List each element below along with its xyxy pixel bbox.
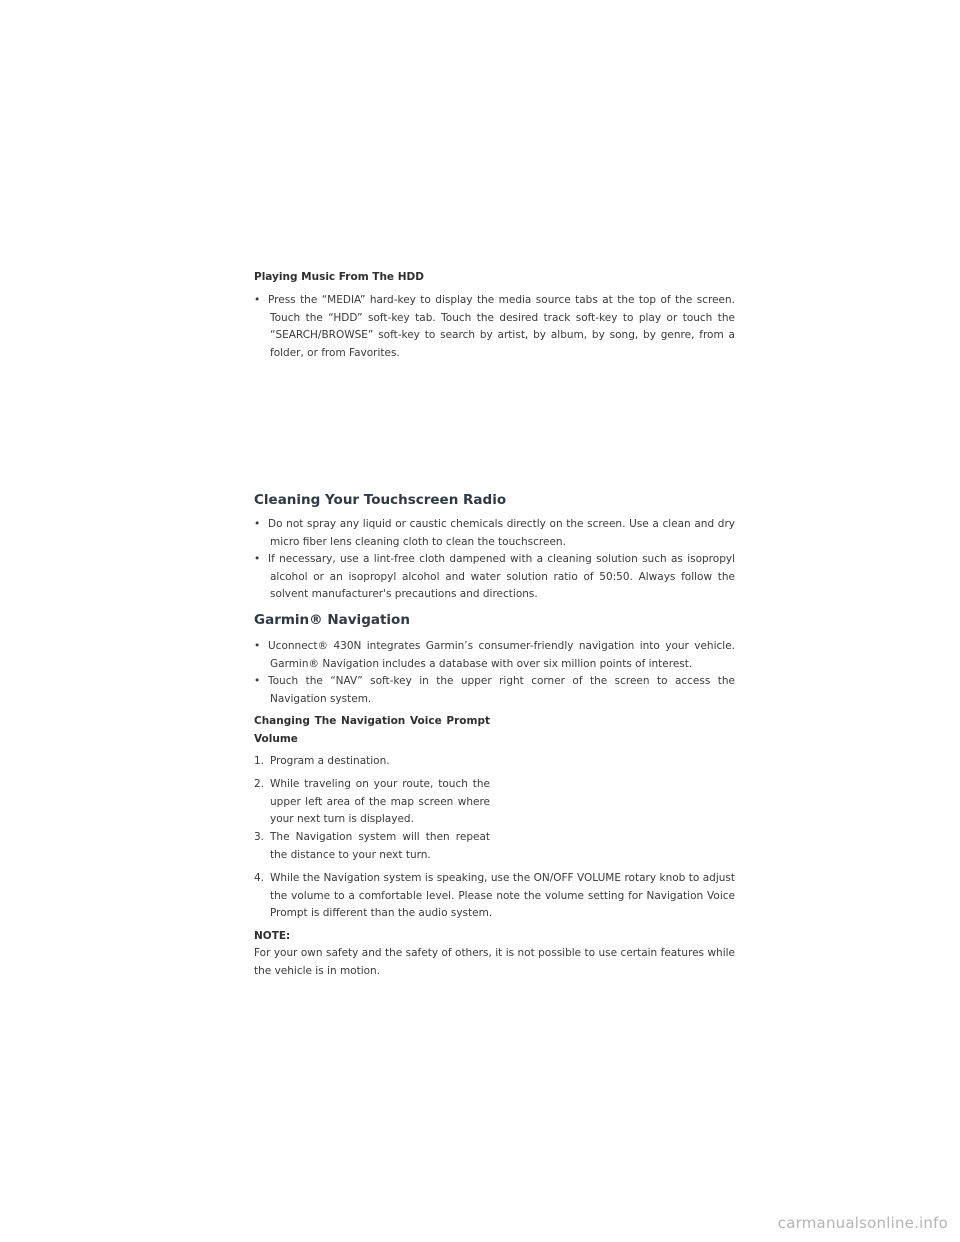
step-number: 2.: [254, 778, 265, 790]
section-title-garmin-navigation: Garmin® Navigation: [254, 612, 410, 628]
note-text: For your own safety and the safety of others, it is not possible to use certain features while the vehicle is in motion.: [254, 947, 735, 977]
bullet-media-hdd: [254, 292, 735, 362]
step-number: 4.: [254, 872, 265, 884]
subhead-voice-prompt-line1: Changing The Navigation Voice Prompt: [254, 715, 490, 727]
bullet-uconnect-garmin: [254, 638, 735, 673]
bullet-dot: •: [254, 640, 261, 652]
step-3: [254, 829, 490, 864]
step-text: While traveling on your route, touch the upper left area of the map screen where your next turn is displayed.: [270, 778, 490, 825]
step-number: 1.: [254, 755, 265, 767]
subhead-playing-music-hdd: Playing Music From The HDD: [254, 271, 424, 283]
subhead-voice-prompt-line2: Volume: [254, 733, 298, 745]
bullet-lint-free-cloth: [254, 551, 735, 604]
step-2: [254, 776, 490, 829]
note-label: NOTE:: [254, 930, 291, 942]
watermark-text: carmanualsonline.info: [777, 1214, 948, 1232]
step-1: [254, 753, 490, 771]
step-text: Program a destination.: [270, 755, 390, 767]
step-4: [254, 870, 735, 923]
bullet-text: Do not spray any liquid or caustic chemicals directly on the screen. Use a clean and dry micro fiber lens cleaning cloth to clean the touchscreen.: [268, 518, 735, 548]
step-text: The Navigation system will then repeat the distance to your next turn.: [270, 831, 490, 861]
bullet-no-spray: [254, 516, 735, 551]
section-title-cleaning: Cleaning Your Touchscreen Radio: [254, 492, 507, 508]
bullet-text: If necessary, use a lint-free cloth dampened with a cleaning solution such as isopropyl alcohol or an isopropyl alcohol and water solution ratio of 50:50. Always follow the solvent manufacturer's precautions and directions.: [268, 553, 735, 600]
bullet-text: Touch the “NAV” soft-key in the upper right corner of the screen to access the Navigation system.: [268, 675, 735, 705]
step-number: 3.: [254, 831, 265, 843]
bullet-nav-softkey: [254, 673, 735, 708]
step-text: While the Navigation system is speaking, use the ON/OFF VOLUME rotary knob to adjust the volume to a comfortable level. Please note the volume setting for Navigation Voice Prompt is different than the audio system.: [270, 872, 735, 919]
bullet-dot: •: [254, 294, 261, 306]
bullet-dot: •: [254, 675, 261, 687]
bullet-text: Press the “MEDIA” hard-key to display the media source tabs at the top of the screen. Touch the “HDD” soft-key tab. Touch the desired track soft-key to play or touch the “SEARCH/BROWSE” soft-key to search by artist, by album, by song, by genre, from a folder, or from Favorites.: [268, 294, 735, 359]
bullet-dot: •: [254, 553, 261, 565]
bullet-text: Uconnect® 430N integrates Garmin’s consumer-friendly navigation into your vehicle. Garmin® Navigation includes a database with over six million points of interest.: [268, 640, 735, 670]
bullet-dot: •: [254, 518, 261, 530]
